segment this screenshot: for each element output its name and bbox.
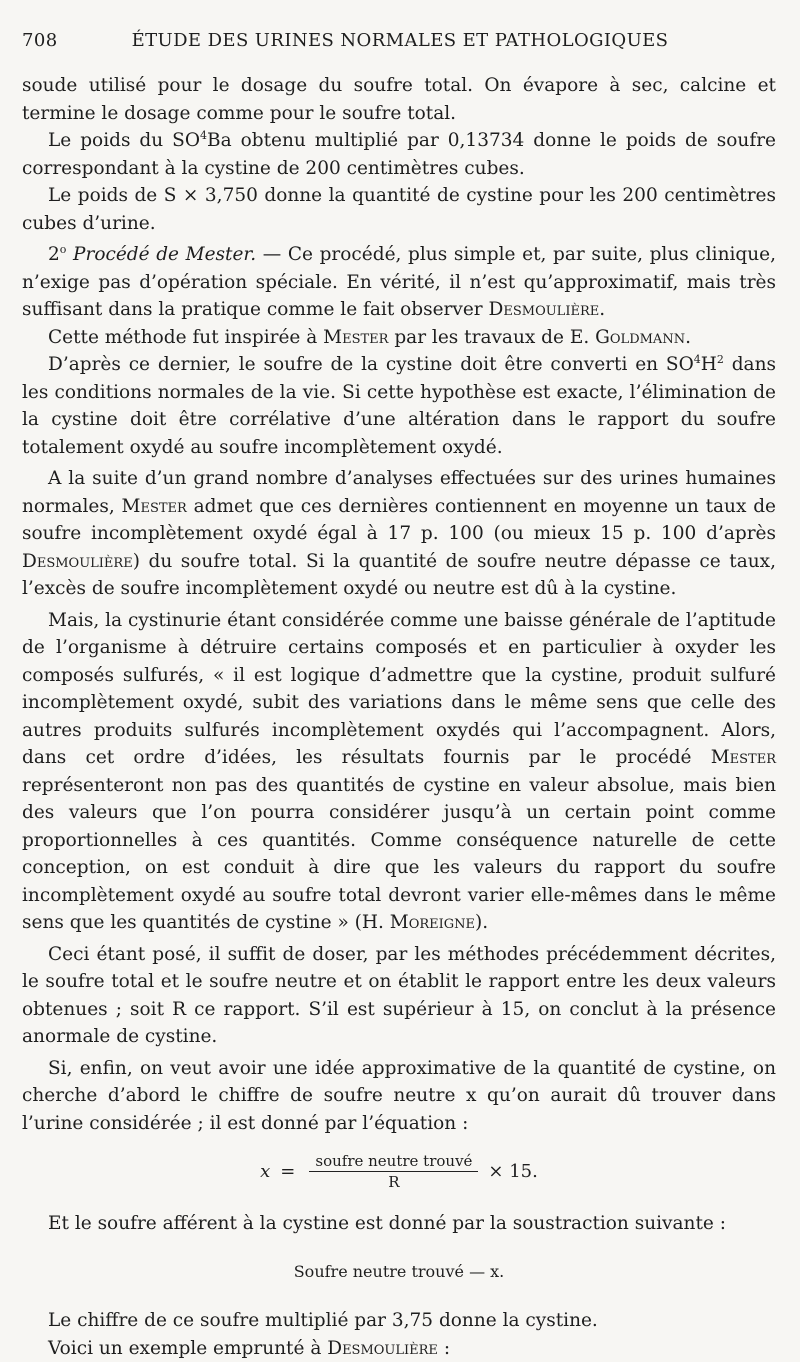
p7-text-b: admet que ces dernières contiennent en moyenne un taux de soufre incomplètement oxydé égal à 17 p. 100 (ou mieux 15 p. 100 d’après	[22, 495, 776, 544]
author-name: Desmoulière	[488, 299, 600, 320]
p6-text-b: H	[700, 354, 717, 375]
p5-end: .	[685, 326, 691, 348]
author-name: Mester	[323, 326, 389, 348]
fraction-denominator: R	[388, 1173, 400, 1191]
author-name: Mester	[710, 747, 776, 768]
p2-text-a: Le poids du SO	[48, 130, 200, 151]
paragraph-2	[22, 127, 776, 182]
paragraph-1: soude utilisé pour le dosage du soufre total. On évapore à sec, calcine et termine le dosage comme pour le soufre total.	[22, 75, 776, 124]
paragraph-7	[22, 465, 776, 603]
paragraph-13: Le chiffre de ce soufre multiplié par 3,75 donne la cystine.	[48, 1310, 598, 1331]
p6-sup: 4	[693, 353, 701, 366]
method-title: Procédé de Mester.	[73, 244, 257, 265]
p5-text-a: Cette méthode fut inspirée à	[48, 326, 324, 348]
page-body	[22, 72, 776, 1362]
paragraph-9: Ceci étant posé, il suffit de doser, par les méthodes précédemment décrites, le soufre total et le soufre neutre et on établit le rapport entre les deux valeurs obtenues ; soit R ce rapport. S’il est supérieur à 15, on conclut à la présence anormale de cystine.	[22, 943, 776, 1047]
author-name: Moreigne	[389, 912, 476, 933]
p2-sup: 4	[200, 129, 207, 142]
p4-ordinal: o	[59, 243, 67, 256]
page-header	[22, 30, 778, 56]
p7-text-a: A la suite d’un grand nombre d’analyses effectuées sur des urines humaines normales,	[22, 468, 776, 517]
author-name: Desmoulière	[22, 550, 133, 572]
p5-text-b: par les travaux de E.	[388, 326, 596, 348]
p4-text: — Ce procédé, plus simple et, par suite, plus clinique, n’exige pas d’opération spéciale. En vérité, il n’est qu’approximatif, mais très suffisant dans la pratique comme le fait observer	[22, 244, 776, 320]
paragraph-11: Et le soufre afférent à la cystine est donné par la soustraction suivante :	[48, 1213, 726, 1234]
p14-text-a: Voici un exemple emprunté à	[48, 1337, 328, 1359]
paragraph-8	[22, 607, 776, 937]
paragraph-10: Si, enfin, on veut avoir une idée approximative de la quantité de cystine, on cherche d’abord le chiffre de soufre neutre x qu’on aurait dû trouver dans l’urine considérée ; il est donné par l’équation :	[22, 1057, 776, 1134]
author-name: Desmoulière	[327, 1337, 438, 1359]
page-number: 708	[22, 30, 58, 51]
p8-end: ).	[475, 912, 489, 933]
author-name: Goldmann	[595, 326, 686, 348]
equation-multiplier: × 15.	[488, 1160, 538, 1182]
equation	[22, 1151, 776, 1192]
subtraction-formula: Soufre neutre trouvé — x.	[293, 1261, 505, 1281]
p6-text-c: dans les conditions normales de la vie. Si cette hypothèse est exacte, l’élimination de la cystine doit être corrélative d’une altération dans le rapport du soufre totalement oxydé au soufre incomplètement oxydé.	[22, 354, 776, 458]
p8-text-a: Mais, la cystinurie étant considérée comme une baisse générale de l’aptitude de l’organisme à détruire certains composés et en particulier à oxyder les composés sulfurés, « il est logique d’admettre que la cystine, produit sulfuré incomplètement oxydé, subit des variations dans le même sens que celle des autres produits sulfurés incomplètement oxydés qui l’accompagnent. Alors, dans cet ordre d’idées, les résultats fournis par le procédé	[22, 609, 776, 768]
equation-lhs: x	[260, 1160, 271, 1182]
p6-text-a: D’après ce dernier, le soufre de la cystine doit être converti en SO	[48, 354, 694, 375]
equation-fraction	[309, 1151, 478, 1192]
p14-end: :	[437, 1337, 451, 1359]
paragraph-14	[22, 1335, 776, 1362]
p4-end: .	[599, 299, 606, 320]
running-title: ÉTUDE DES URINES NORMALES ET PATHOLOGIQUES	[131, 30, 669, 51]
paragraph-3: Le poids de S × 3,750 donne la quantité de cystine pour les 200 centimètres cubes d’urine.	[22, 185, 776, 234]
p4-number: 2	[48, 244, 60, 265]
p8-text-b: représenteront non pas des quantités de cystine en valeur absolue, mais bien des valeurs que l’on pourra considérer jusqu’à un certain point comme proportionnelles à ces quantités. Comme conséquence naturelle de cette conception, on est conduit à dire que les valeurs du rapport du soufre incomplètement oxydé au soufre total devront varier elle-mêmes dans le même sens que les quantités de cystine » (H.	[22, 774, 776, 933]
paragraph-5	[22, 324, 776, 352]
paragraph-4	[22, 241, 776, 324]
p6-sup-2: 2	[716, 353, 724, 366]
p2-text-b: Ba obtenu multiplié par 0,13734 donne le poids de soufre correspondant à la cystine de 200 centimètres cubes.	[22, 130, 776, 179]
author-name: Mester	[121, 495, 187, 517]
fraction-numerator: soufre neutre trouvé	[309, 1151, 478, 1172]
equation-equals: =	[280, 1160, 296, 1182]
paragraph-6	[22, 351, 776, 461]
p7-text-c: ) du soufre total. Si la quantité de soufre neutre dépasse ce taux, l’excès de soufre incomplètement oxydé ou neutre est dû à la cystine.	[22, 550, 776, 599]
